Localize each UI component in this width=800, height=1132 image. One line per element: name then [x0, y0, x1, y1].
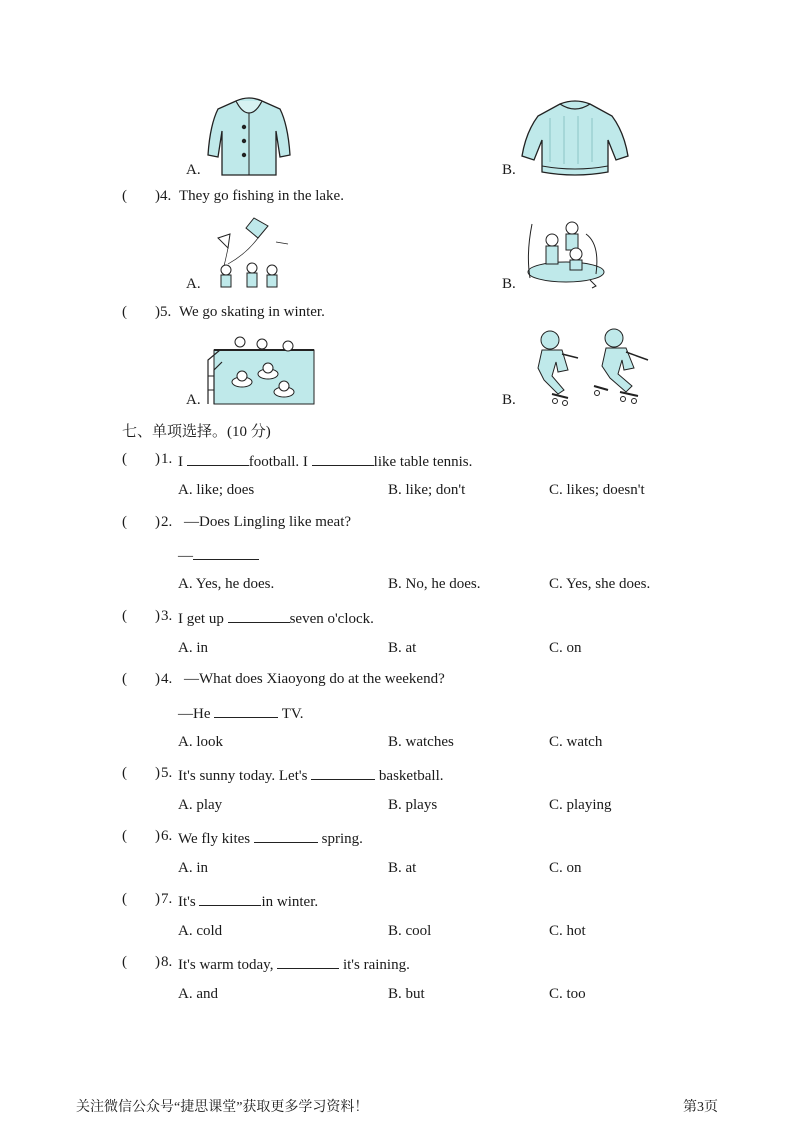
option-b[interactable]: B. at	[388, 860, 417, 876]
option-b[interactable]: B. but	[388, 986, 425, 1002]
option-a[interactable]: A. look	[178, 734, 223, 750]
question-number: 5.	[161, 765, 173, 781]
answer-blank[interactable]	[311, 765, 375, 780]
option-a[interactable]: A. in	[178, 860, 208, 876]
option-b[interactable]: B. No, he does.	[388, 576, 481, 592]
answer-blank[interactable]	[254, 828, 318, 843]
option-b[interactable]: B. watches	[388, 734, 454, 750]
option-c[interactable]: C. watch	[549, 734, 603, 750]
coat-icon[interactable]	[206, 95, 292, 177]
answer-paren[interactable]: ( )	[122, 451, 160, 467]
answer-paren[interactable]: ( )	[122, 765, 160, 781]
question-number: 7.	[161, 891, 173, 907]
answer-blank[interactable]	[214, 703, 278, 718]
option-a[interactable]: A. Yes, he does.	[178, 576, 275, 592]
swimming-pool-icon[interactable]	[206, 330, 316, 406]
option-c[interactable]: C. Yes, she does.	[549, 576, 651, 592]
question-text: It's in winter.	[178, 891, 318, 911]
question-number: 4.	[161, 671, 173, 687]
answer-blank[interactable]	[277, 954, 339, 969]
question-text: I get up seven o'clock.	[178, 608, 374, 628]
answer-paren[interactable]: ( )	[122, 514, 160, 530]
option-a[interactable]: A. cold	[178, 923, 223, 939]
option-c[interactable]: C. on	[549, 860, 582, 876]
question-text: It's warm today, it's raining.	[178, 954, 410, 974]
question-number: 2.	[161, 514, 173, 530]
question-number: 1.	[161, 451, 173, 467]
question-text: —What does Xiaoyong do at the weekend?	[184, 671, 445, 687]
option-a-label: A.	[186, 276, 201, 292]
option-b[interactable]: B. plays	[388, 797, 438, 813]
option-b[interactable]: B. like; don't	[388, 482, 466, 498]
answer-paren[interactable]: ( )	[122, 608, 160, 624]
option-b[interactable]: B. at	[388, 640, 417, 656]
question-text: We fly kites spring.	[178, 828, 363, 848]
page-number: 第3页	[683, 1100, 718, 1115]
reply-line: —	[178, 545, 259, 565]
question-number: 8.	[161, 954, 173, 970]
question-text: I football. I like table tennis.	[178, 451, 472, 471]
question-text: We go skating in winter.	[179, 304, 325, 320]
option-b-label: B.	[502, 276, 516, 292]
reply-line: —He TV.	[178, 703, 304, 723]
sweater-icon[interactable]	[520, 98, 630, 178]
question-text: —Does Lingling like meat?	[184, 514, 352, 530]
skating-icon[interactable]	[528, 328, 660, 408]
option-b-label: B.	[502, 162, 516, 178]
option-c[interactable]: C. too	[549, 986, 586, 1002]
question-number: 3.	[161, 608, 173, 624]
option-b[interactable]: B. cool	[388, 923, 432, 939]
answer-paren[interactable]: ( )	[122, 828, 160, 844]
answer-blank[interactable]	[193, 545, 259, 560]
answer-blank[interactable]	[199, 891, 261, 906]
question-text: They go fishing in the lake.	[179, 188, 344, 204]
footer-promo-text: 关注微信公众号“捷思课堂”获取更多学习资料！	[76, 1100, 369, 1115]
option-c[interactable]: C. likes; doesn't	[549, 482, 645, 498]
option-a[interactable]: A. and	[178, 986, 218, 1002]
option-a[interactable]: A. in	[178, 640, 208, 656]
answer-blank[interactable]	[228, 608, 290, 623]
option-b-label: B.	[502, 392, 516, 408]
option-a-label: A.	[186, 162, 201, 178]
section-heading: 七、单项选择。(10 分)	[122, 424, 271, 440]
answer-blank[interactable]	[187, 451, 249, 466]
question-number: 6.	[161, 828, 173, 844]
option-c[interactable]: C. on	[549, 640, 582, 656]
answer-paren[interactable]: ( )4.	[122, 188, 172, 204]
answer-paren[interactable]: ( )	[122, 891, 160, 907]
answer-paren[interactable]: ( )	[122, 671, 160, 687]
option-a-label: A.	[186, 392, 201, 408]
option-a[interactable]: A. play	[178, 797, 223, 813]
fishing-icon[interactable]	[522, 214, 608, 290]
option-a[interactable]: A. like; does	[178, 482, 255, 498]
question-text: It's sunny today. Let's basketball.	[178, 765, 444, 785]
option-c[interactable]: C. hot	[549, 923, 586, 939]
answer-paren[interactable]: ( )	[122, 954, 160, 970]
kite-flying-icon[interactable]	[206, 214, 292, 290]
answer-paren[interactable]: ( )5.	[122, 304, 172, 320]
option-c[interactable]: C. playing	[549, 797, 612, 813]
answer-blank[interactable]	[312, 451, 374, 466]
